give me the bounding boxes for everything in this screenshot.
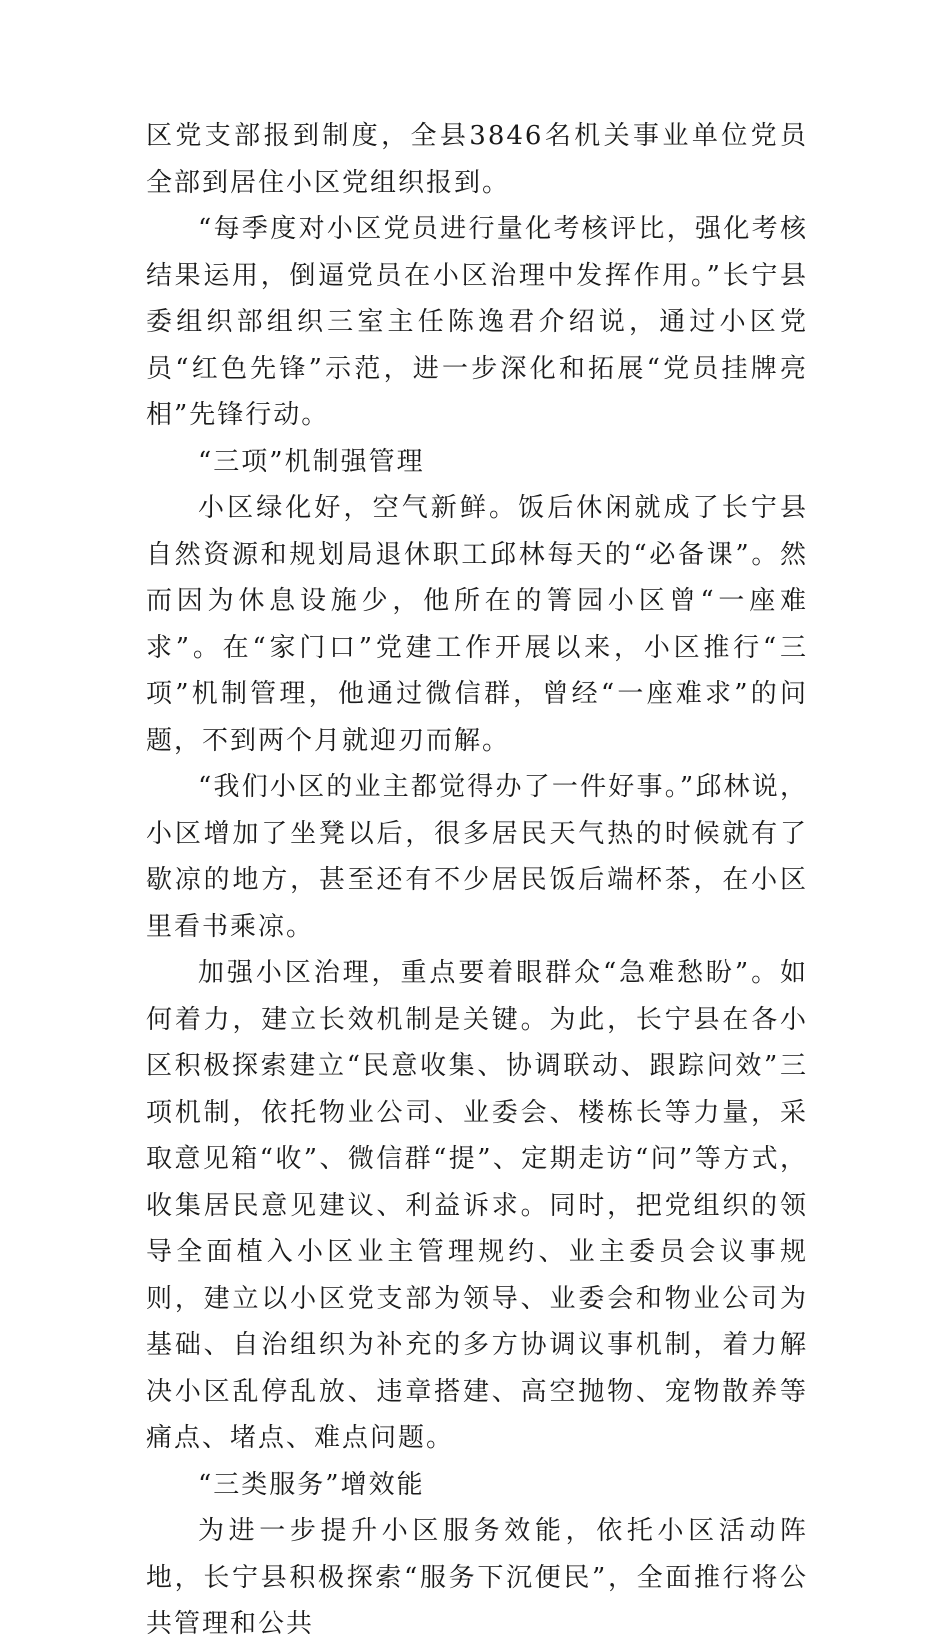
paragraph-quote-assessment: “每季度对小区党员进行量化考核评比，强化考核结果运用，倒逼党员在小区治理中发挥作用。”长宁县委组织部组织三室主任陈逸君介绍说，通过小区党员“红色先锋”示范，进一步深化和拓展“党员挂牌亮相”先锋行动。 — [146, 214, 808, 430]
paragraph-qiu-lin: 小区绿化好，空气新鲜。饭后休闲就成了长宁县自然资源和规划局退休职工邱林每天的“必备课”。然而因为休息设施少，他所在的箐园小区曾“一座难求”。在“家门口”党建工作开展以来，小区推行“三项”机制管理，他通过微信群，曾经“一座难求”的问题，不到两个月就迎刃而解。 — [146, 493, 808, 756]
section-heading-three-services: “三类服务”增效能 — [198, 1469, 425, 1500]
paragraph-residents-quote: “我们小区的业主都觉得办了一件好事。”邱林说，小区增加了坐凳以后，很多居民天气热的时候就有了歇凉的地方，甚至还有不少居民饭后端杯茶，在小区里看书乘凉。 — [146, 772, 808, 942]
paragraph-governance: 加强小区治理，重点要着眼群众“急难愁盼”。如何着力，建立长效机制是关键。为此，长宁县在各小区积极探索建立“民意收集、协调联动、跟踪问效”三项机制，依托物业公司、业委会、楼栋长等力量，采取意见箱“收”、微信群“提”、定期走访“问”等方式，收集居民意见建议、利益诉求。同时，把党组织的领导全面植入小区业主管理规约、业主委员会议事规则，建立以小区党支部为领导、业委会和物业公司为基础、自治组织为补充的多方协调议事机制，着力解决小区乱停乱放、违章搭建、高空抛物、宠物散养等痛点、堵点、难点问题。 — [146, 958, 808, 1453]
paragraph-continuation: 区党支部报到制度，全县3846名机关事业单位党员全部到居住小区党组织报到。 — [146, 121, 808, 198]
paragraph-service-efficiency: 为进一步提升小区服务效能，依托小区活动阵地，长宁县积极探索“服务下沉便民”，全面推行将公共管理和公共 — [146, 1516, 808, 1639]
section-heading-three-mechanisms: “三项”机制强管理 — [198, 446, 425, 477]
document-body — [146, 113, 808, 1648]
